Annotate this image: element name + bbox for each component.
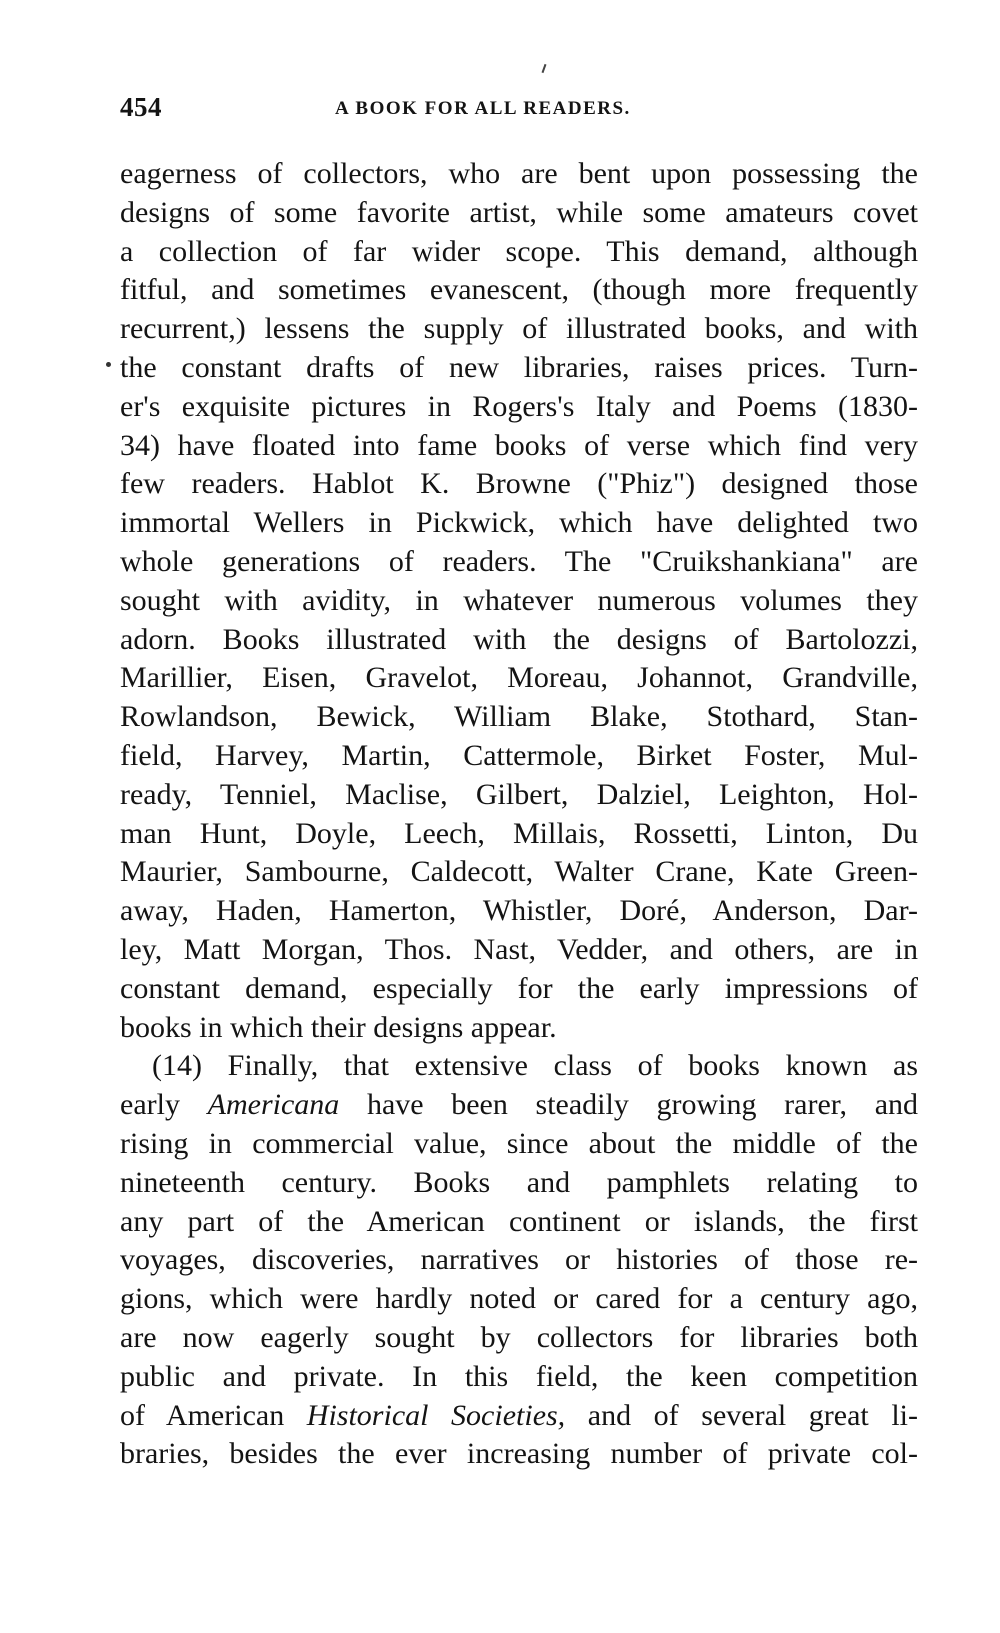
- text-line-historical-societies: [120, 1397, 918, 1436]
- text-line: recurrent,) lessens the supply of illustrated books, and with: [120, 312, 918, 346]
- margin-mark: [106, 362, 111, 367]
- text-line: few readers. Hablot K. Browne ("Phiz") designed those: [120, 467, 918, 501]
- text-line: Rowlandson, Bewick, William Blake, Stothard, Stan-: [120, 700, 918, 734]
- text-line: the constant drafts of new libraries, raises prices. Turn-: [120, 350, 918, 384]
- text-line: whole generations of readers. The "Cruikshankiana" are: [120, 544, 918, 578]
- text-line: gions, which were hardly noted or cared for a century ago,: [120, 1282, 918, 1316]
- text-line: braries, besides the ever increasing number of private col-: [120, 1437, 918, 1471]
- word-early: early: [120, 1088, 180, 1122]
- running-title: A BOOK FOR ALL READERS.: [335, 98, 631, 119]
- paragraph-14-opening: (14) Finally, that extensive class of books known as: [152, 1049, 918, 1083]
- print-speck: [542, 64, 547, 73]
- text-line: Maurier, Sambourne, Caldecott, Walter Crane, Kate Green-: [120, 855, 918, 889]
- text-line: away, Haden, Hamerton, Whistler, Doré, Anderson, Dar-: [120, 894, 918, 928]
- text-line: public and private. In this field, the keen competition: [120, 1359, 918, 1393]
- body-text: [120, 155, 918, 1474]
- text-line: immortal Wellers in Pickwick, which have delighted two: [120, 506, 918, 540]
- text-line: ley, Matt Morgan, Thos. Nast, Vedder, and others, are in: [120, 932, 918, 966]
- text-line: constant demand, especially for the early impressions of: [120, 971, 918, 1005]
- text-line: man Hunt, Doyle, Leech, Millais, Rossetti, Linton, Du: [120, 816, 918, 850]
- text-line: eagerness of collectors, who are bent upon possessing the: [120, 157, 918, 190]
- text-fragment: and of several great li-: [587, 1398, 919, 1432]
- running-head: [120, 92, 920, 132]
- text-line: sought with avidity, in whatever numerous volumes they: [120, 583, 918, 617]
- text-line: voyages, discoveries, narratives or histories of those re-: [120, 1243, 918, 1277]
- text-line: Marillier, Eisen, Gravelot, Moreau, Johannot, Grandville,: [120, 661, 918, 695]
- text-line: rising in commercial value, since about the middle of the: [120, 1126, 918, 1160]
- text-line: are now eagerly sought by collectors for libraries both: [120, 1320, 918, 1354]
- term-americana: Americana: [207, 1088, 340, 1122]
- text-line-americana: [120, 1086, 918, 1125]
- text-fragment: have been steadily growing rarer, and: [366, 1088, 919, 1122]
- text-line: 34) have floated into fame books of verse which find very: [120, 428, 918, 462]
- term-historical-societies: Historical Societies,: [306, 1398, 566, 1432]
- text-line: ready, Tenniel, Maclise, Gilbert, Dalziel, Leighton, Hol-: [120, 777, 918, 811]
- text-line: adorn. Books illustrated with the designs of Bartolozzi,: [120, 622, 918, 656]
- text-line: any part of the American continent or islands, the first: [120, 1204, 918, 1238]
- text-line: designs of some favorite artist, while some amateurs covet: [120, 195, 918, 229]
- text-line: field, Harvey, Martin, Cattermole, Birket Foster, Mul-: [120, 738, 918, 772]
- text-line: nineteenth century. Books and pamphlets relating to: [120, 1165, 918, 1199]
- text-fragment: of American: [120, 1398, 285, 1432]
- text-line: er's exquisite pictures in Rogers's Italy and Poems (1830-: [120, 389, 918, 423]
- text-line: books in which their designs appear.: [120, 1010, 557, 1044]
- page-number: 454: [120, 92, 162, 122]
- text-line: fitful, and sometimes evanescent, (though more frequently: [120, 273, 918, 307]
- text-line: a collection of far wider scope. This demand, although: [120, 234, 918, 268]
